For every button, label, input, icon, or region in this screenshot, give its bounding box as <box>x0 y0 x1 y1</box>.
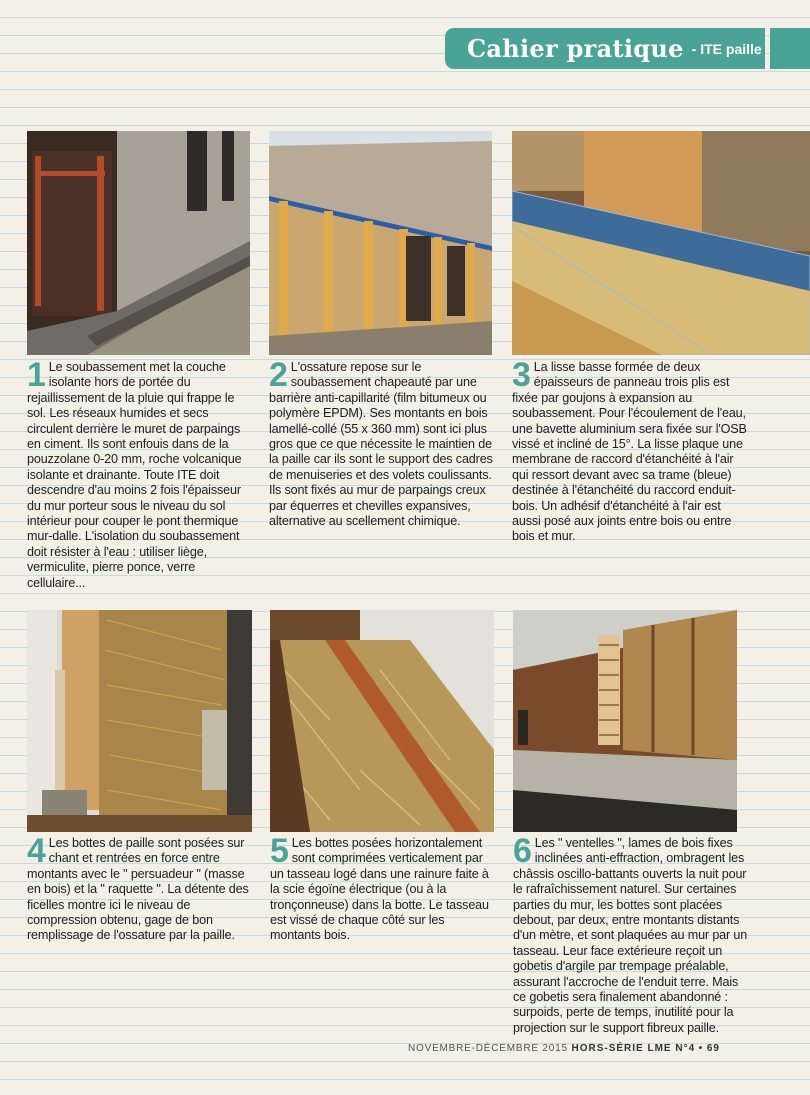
section-title: Cahier pratique <box>467 34 684 63</box>
footer-issue: NOVEMBRE-DÉCEMBRE 2015 <box>408 1043 568 1054</box>
page-number: 69 <box>706 1043 720 1054</box>
section-subtitle: - ITE paille <box>691 40 762 57</box>
photo-1-soubassement <box>27 131 250 355</box>
photo-6-ventelles <box>513 610 737 832</box>
caption-step-4 <box>27 832 255 944</box>
footer-separator: • <box>698 1043 704 1054</box>
step-number-2: 2 <box>269 356 288 394</box>
caption-step-6 <box>513 832 753 1036</box>
caption-text-4: Les bottes de paille sont posées sur chant et rentrées en force entre montants avec le " persuadeur " (masse en bois) et la " raquette ". La détente des ficelles montre ici le niveau de compression obtenu, gage de bon remplissage de l'ossature par la paille. <box>27 836 249 943</box>
photo-4-bottes-chant <box>27 610 252 832</box>
header-band-edge <box>770 28 810 69</box>
caption-text-5: Les bottes posées horizontalement sont comprimées verticalement par un tasseau logé dans une rainure faite à la scie égoïne électrique (ou à la tronçonneuse) dans la botte. Le tasseau est vissé de chaque côté sur les montants bois. <box>270 836 489 943</box>
photo-3-lisse-basse <box>512 131 810 355</box>
step-number-1: 1 <box>27 356 46 394</box>
step-number-4: 4 <box>27 832 46 870</box>
caption-step-2 <box>269 356 495 529</box>
caption-step-5 <box>270 832 496 944</box>
photo-2-ossature <box>269 131 492 355</box>
caption-step-1 <box>27 356 255 591</box>
step-number-5: 5 <box>270 832 289 870</box>
footer-magazine: HORS-SÉRIE LME N°4 <box>571 1043 696 1054</box>
section-header <box>445 28 765 69</box>
caption-text-1: Le soubassement met la couche isolante hors de portée du rejaillissement de la pluie qui frappe le sol. Les réseaux humides et secs circulent derrière le muret de parpaings en ciment. Ils sont enfouis dans de la pouzzolane 0-20 mm, roche volcanique isolante et drainante. Toute ITE doit descendre d'au moins 2 fois l'épaisseur du mur porteur sous le niveau du sol intérieur pour couper le pont thermique mur-dalle. L'isolation du soubassement doit résister à l'eau : utiliser liège, vermiculite, pierre ponce, verre cellulaire... <box>27 360 242 590</box>
caption-step-3 <box>512 356 752 545</box>
caption-text-6: Les " ventelles ", lames de bois fixes inclinées anti-effraction, ombragent les châssis oscillo-battants ouverts la nuit pour le rafraîchissement naturel. Sur certaines parties du mur, les bottes sont placées debout, par deux, entre montants distants d'un mètre, et sont plaquées au mur par un tasseau. Leur face extérieure reçoit un gobetis d'argile par trempage préalable, assurant l'accroche de l'enduit terre. Mais ce gobetis sera finalement abandonné : surpoids, perte de temps, inutilité pour la projection sur le support fibreux paille. <box>513 836 748 1035</box>
caption-text-3: La lisse basse formée de deux épaisseurs de panneau trois plis est fixée par goujons à expansion au soubassement. Pour l'écoulement de l'eau, une bavette aluminium sera fixée sur l'OSB vissé et incliné de 15°. La lisse plaque une membrane de raccord d'étanchéité à l'air qui ressort devant avec sa trame (bleue) destinée à l'étanchéité du raccord enduit-bois. Un adhésif d'étanchéité à l'air est aussi posé aux joints entre bois ou entre bois et mur. <box>512 360 747 544</box>
step-number-6: 6 <box>513 832 532 870</box>
caption-text-2: L'ossature repose sur le soubassement chapeauté par une barrière anti-capillarité (film bitumeux ou polymère EPDM). Ses montants en bois lamellé-collé (55 x 360 mm) sont ici plus gros que ce que nécessite le maintien de la paille car ils sont le support des cadres de menuiseries et des volets coulissants. Ils sont fixés au mur de parpaings creux par équerres et chevilles expansives, alternative au scellement chimique. <box>269 360 493 529</box>
step-number-3: 3 <box>512 356 531 394</box>
page-footer <box>408 1043 740 1054</box>
photo-5-tasseau <box>270 610 494 832</box>
